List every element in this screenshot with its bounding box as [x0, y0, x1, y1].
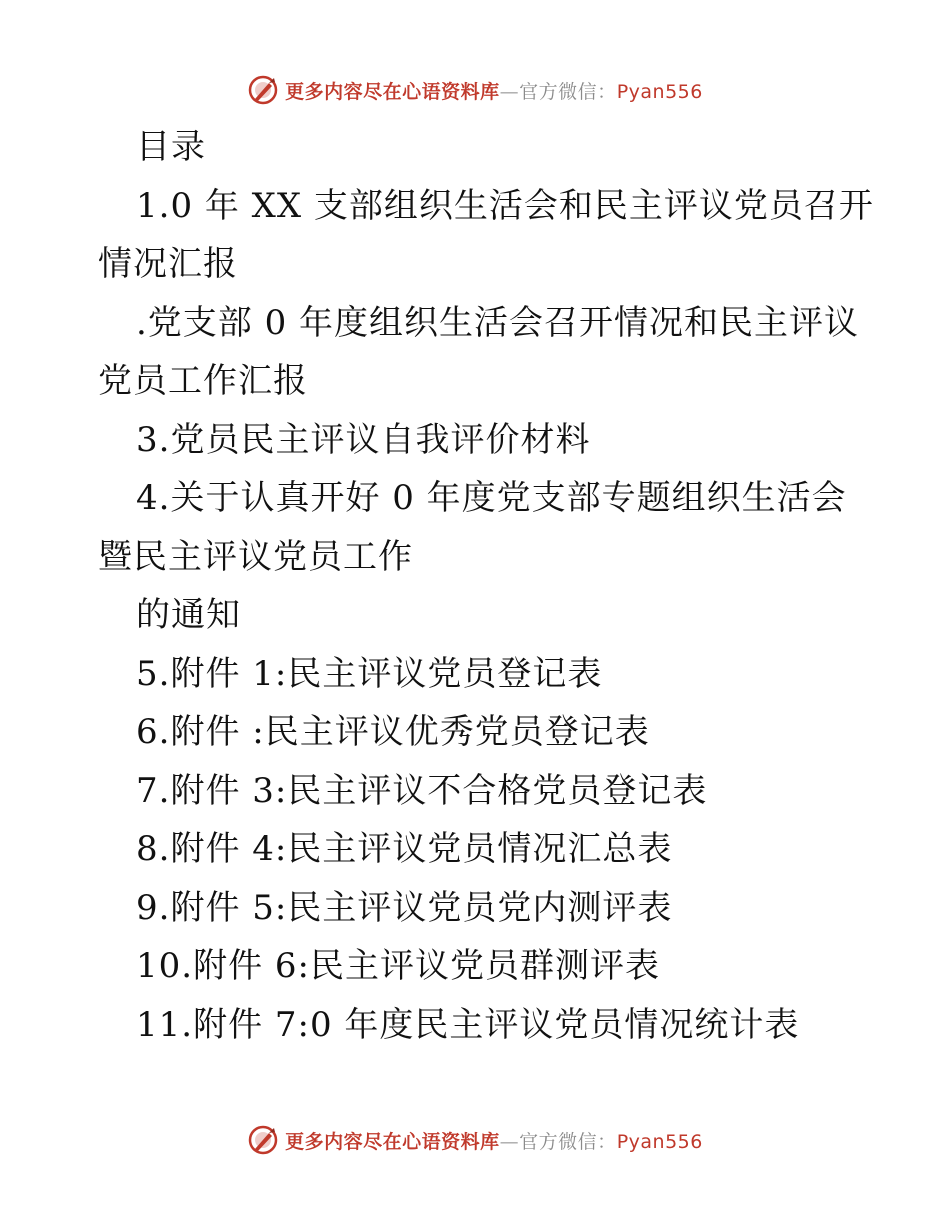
watermark-main-text: 更多内容尽在心语资料库 — [285, 80, 500, 103]
toc-item-1: 1.0 年 XX 支部组织生活会和民主评议党员召开 — [136, 185, 874, 226]
pen-logo-icon — [247, 74, 279, 106]
toc-item-10: 10.附件 6:民主评议党员群测评表 — [136, 946, 660, 986]
watermark-account-label: 官方微信： — [519, 1130, 617, 1153]
toc-item-4-cont2: 的通知 — [136, 595, 241, 635]
toc-title: 目录 — [136, 127, 206, 167]
watermark-main-text: 更多内容尽在心语资料库 — [285, 1130, 500, 1153]
watermark-account-id: Pyan556 — [616, 1130, 703, 1153]
footer-watermark — [0, 1120, 950, 1160]
toc-item-9: 9.附件 5:民主评议党员党内测评表 — [136, 887, 673, 928]
table-of-contents — [98, 118, 874, 1054]
watermark-account-id: Pyan556 — [616, 80, 703, 103]
toc-item-11: 11.附件 7:0 年度民主评议党员情况统计表 — [136, 1004, 800, 1045]
toc-item-7: 7.附件 3:民主评议不合格党员登记表 — [136, 770, 708, 811]
header-watermark — [0, 70, 950, 110]
toc-item-2: .党支部 0 年度组织生活会召开情况和民主评议 — [136, 302, 860, 343]
toc-item-3: 3.党员民主评议自我评价材料 — [136, 419, 591, 460]
toc-item-5: 5.附件 1:民主评议党员登记表 — [136, 653, 603, 694]
toc-item-4-cont: 暨民主评议党员工作 — [98, 536, 413, 577]
watermark-account-label: 官方微信： — [519, 80, 617, 103]
pen-logo-icon — [247, 1124, 279, 1156]
toc-item-4: 4.关于认真开好 0 年度党支部专题组织生活会 — [136, 478, 847, 518]
watermark-dash: — — [499, 1130, 520, 1153]
toc-item-2-cont: 党员工作汇报 — [98, 361, 308, 401]
toc-item-8: 8.附件 4:民主评议党员情况汇总表 — [136, 829, 673, 869]
toc-item-6: 6.附件 :民主评议优秀党员登记表 — [136, 712, 650, 752]
watermark-dash: — — [499, 80, 520, 103]
toc-item-1-cont: 情况汇报 — [98, 244, 238, 284]
